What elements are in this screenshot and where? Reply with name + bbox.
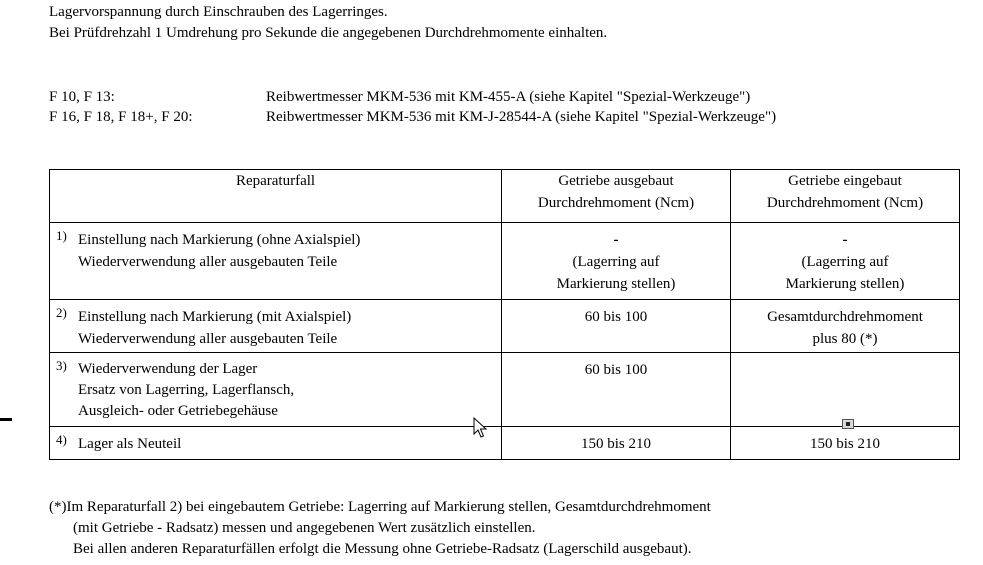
header-repair-case: Reparaturfall xyxy=(50,170,502,223)
mouse-pointer-icon xyxy=(473,417,489,441)
row-2-removed: 60 bis 100 xyxy=(502,300,731,353)
row-2-installed: Gesamtdurchdrehmoment plus 80 (*) xyxy=(731,300,960,353)
row-3-description: 3) Wiederverwendung der Lager Ersatz von Lagerring, Lagerflansch, Ausgleich- oder Getriebegehäuse xyxy=(50,353,502,427)
row-1-description: 1) Einstellung nach Markierung (ohne Axialspiel) Wiederverwendung aller ausgebauten Teile xyxy=(50,223,502,300)
row-3-installed xyxy=(731,353,960,427)
row-1-removed: - (Lagerring auf Markierung stellen) xyxy=(502,223,731,300)
tool-description-1: Reibwertmesser MKM-536 mit KM-455-A (siehe Kapitel "Spezial-Werkzeuge") xyxy=(266,89,751,105)
row-2-description: 2) Einstellung nach Markierung (mit Axialspiel) Wiederverwendung aller ausgebauten Teile xyxy=(50,300,502,353)
table-row xyxy=(50,353,960,427)
footnote-line-3: Bei allen anderen Reparaturfällen erfolgt die Messung ohne Getriebe-Radsatz (Lagerschild ausgebaut). xyxy=(73,541,692,557)
row-4-removed: 150 bis 210 xyxy=(502,427,731,460)
tool-models-2: F 16, F 18, F 18+, F 20: xyxy=(49,109,193,125)
repair-torque-table xyxy=(49,169,960,460)
intro-line-1: Lagervorspannung durch Einschrauben des Lagerringes. xyxy=(49,4,388,20)
row-4-description: 4) Lager als Neuteil xyxy=(50,427,502,460)
row-number: 4) xyxy=(56,432,67,447)
header-installed: Getriebe eingebaut Durchdrehmoment (Ncm) xyxy=(731,170,960,223)
tool-models-1: F 10, F 13: xyxy=(49,89,115,105)
table-row xyxy=(50,223,960,300)
tool-description-2: Reibwertmesser MKM-536 mit KM-J-28544-A (siehe Kapitel "Spezial-Werkzeuge") xyxy=(266,109,777,125)
row-4-installed: 150 bis 210 xyxy=(731,427,960,460)
row-number: 3) xyxy=(56,358,67,373)
table-row xyxy=(50,300,960,353)
row-3-removed: 60 bis 100 xyxy=(502,353,731,427)
header-removed: Getriebe ausgebaut Durchdrehmoment (Ncm) xyxy=(502,170,731,223)
footnote-line-1: (*)Im Reparaturfall 2) bei eingebautem Getriebe: Lagerring auf Markierung stellen, Gesamtdurchdrehmoment xyxy=(49,499,711,515)
table-row xyxy=(50,427,960,460)
row-number: 2) xyxy=(56,305,67,320)
row-number: 1) xyxy=(56,228,67,243)
margin-mark xyxy=(0,418,12,421)
row-1-installed: - (Lagerring auf Markierung stellen) xyxy=(731,223,960,300)
intro-line-2: Bei Prüfdrehzahl 1 Umdrehung pro Sekunde die angegebenen Durchdrehmomente einhalten. xyxy=(49,25,608,41)
handle-icon xyxy=(842,419,854,429)
footnote-line-2: (mit Getriebe - Radsatz) messen und angegebenen Wert zusätzlich einstellen. xyxy=(73,520,536,536)
table-header-row xyxy=(50,170,960,223)
